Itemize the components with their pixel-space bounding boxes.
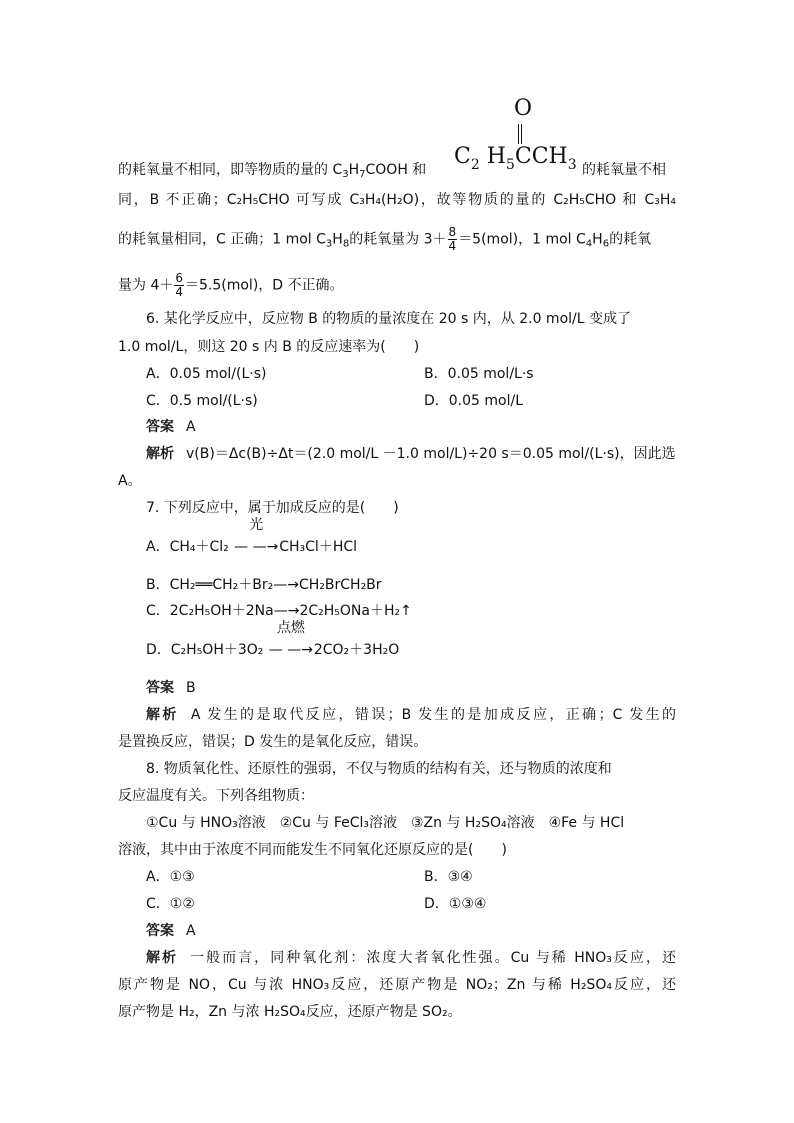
text-line-4: 量为 4＋ $\frac{6}{4}$ ＝5.5(mol)，D 不正确。 bbox=[118, 271, 344, 299]
explanation-label: 解析 bbox=[146, 446, 174, 462]
q6-answer: 答案 A bbox=[146, 419, 196, 435]
q7-option-c: C．2C₂H₅OH＋2Na—→2C₂H₅ONa＋H₂↑ bbox=[146, 603, 412, 619]
fraction-8-4: $\frac{8}{4}$ bbox=[448, 225, 457, 253]
q6-option-b: B．0.05 mol/L·s bbox=[424, 366, 534, 382]
q8-option-c: C．①② bbox=[146, 896, 195, 912]
q7-explanation-line-1: 解析 A 发生的是取代反应，错误；B 发生的是加成反应，正确；C 发生的 bbox=[146, 707, 676, 723]
q8-option-b: B．③④ bbox=[424, 869, 473, 885]
q8-list-line-2: 溶液，其中由于浓度不同而能发生不同氧化还原反应的是( ) bbox=[118, 842, 507, 858]
q8-list-line-1: ①Cu 与 HNO₃溶液 ②Cu 与 FeCl₃溶液 ③Zn 与 H₂SO₄溶液 ④Fe 与 HCl bbox=[146, 815, 625, 831]
text-line-3: 的耗氧量相同，C 正确；1 mol $C_3H_8$的耗氧量为 3＋ $\frac{8}{4}$ ＝5(mol)，1 mol $C_4H_6$的耗氧 bbox=[118, 225, 652, 253]
q8-option-a: A．①③ bbox=[146, 869, 195, 885]
q8-answer: 答案 A bbox=[146, 923, 196, 939]
q7-option-b: B．CH₂══CH₂＋Br₂—→CH₂BrCH₂Br bbox=[146, 577, 382, 593]
q8-stem-line-2: 反应温度有关。下列各组物质： bbox=[118, 788, 314, 804]
q6-explanation-line-1: 解析 v(B)＝Δc(B)÷Δt＝(2.0 mol/L －1.0 mol/L)÷20 s＝0.05 mol/(L·s)，因此选 bbox=[146, 446, 676, 462]
q7-answer: 答案 B bbox=[146, 680, 196, 696]
ketone-double-bond bbox=[518, 124, 522, 144]
q8-options-row-2 bbox=[146, 894, 676, 914]
reaction-arrow-ignite: 点燃 — —→ bbox=[268, 620, 313, 658]
explanation-label: 解析 bbox=[146, 707, 179, 723]
ketone-oxygen: O bbox=[514, 96, 533, 121]
q6-stem-line-1: 6. 某化学反应中，反应物 B 的物质的量浓度在 20 s 内，从 2.0 mol/L 变成了 bbox=[146, 311, 631, 327]
q7-stem: 7. 下列反应中，属于加成反应的是( ) bbox=[146, 500, 399, 516]
q6-option-d: D．0.05 mol/L bbox=[424, 393, 524, 409]
answer-label: 答案 bbox=[146, 923, 174, 939]
q6-option-c: C．0.5 mol/(L·s) bbox=[146, 393, 258, 409]
q8-explanation-line-1: 解析 一般而言，同种氧化剂：浓度大者氧化性强。Cu 与稀 HNO₃反应，还 bbox=[146, 950, 676, 966]
text-line-1: 的耗氧量不相同，即等物质的量的 $C_3H_7COOH$ 和 bbox=[118, 162, 427, 180]
q8-option-d: D．①③④ bbox=[424, 896, 487, 912]
q7-explanation-line-2: 是置换反应，错误；D 发生的是氧化反应，错误。 bbox=[118, 734, 428, 750]
q7-option-d: D．C₂H₅OH＋3O₂ 点燃 — —→2CO₂＋3H₂O bbox=[146, 620, 400, 658]
text-line-1-tail: 的耗氧量不相 bbox=[582, 162, 666, 178]
q8-explanation-line-2: 原产物是 NO，Cu 与浓 HNO₃反应，还原产物是 NO₂；Zn 与稀 H₂SO₄反应，还 bbox=[118, 977, 676, 993]
explanation-label: 解析 bbox=[146, 950, 179, 966]
answer-label: 答案 bbox=[146, 680, 174, 696]
q6-options-row-2 bbox=[146, 391, 676, 411]
q6-explanation-line-2: A。 bbox=[118, 473, 142, 489]
q6-stem-line-2: 1.0 mol/L，则这 20 s 内 B 的反应速率为( ) bbox=[118, 339, 420, 355]
ketone-formula: $C_2$ $H_5CCH_3$ bbox=[454, 144, 577, 173]
q8-stem-line-1: 8. 物质氧化性、还原性的强弱，不仅与物质的结构有关，还与物质的浓度和 bbox=[146, 761, 612, 777]
text-line-2: 同，B 不正确；C₂H₅CHO 可写成 C₃H₄(H₂O)，故等物质的量的 C₂H₅CHO 和 C₃H₄ bbox=[118, 192, 676, 208]
fraction-6-4: $\frac{6}{4}$ bbox=[175, 271, 183, 299]
q8-options-row-1 bbox=[146, 867, 676, 887]
answer-label: 答案 bbox=[146, 419, 174, 435]
q6-options-row-1 bbox=[146, 364, 676, 384]
q7-option-a: A．CH₄＋Cl₂ 光 — —→CH₃Cl＋HCl bbox=[146, 517, 358, 555]
reaction-arrow-light: 光 — —→ bbox=[234, 517, 279, 555]
q6-option-a: A．0.05 mol/(L·s) bbox=[146, 366, 267, 382]
q8-explanation-line-3: 原产物是 H₂，Zn 与浓 H₂SO₄反应，还原产物是 SO₂。 bbox=[118, 1004, 462, 1020]
